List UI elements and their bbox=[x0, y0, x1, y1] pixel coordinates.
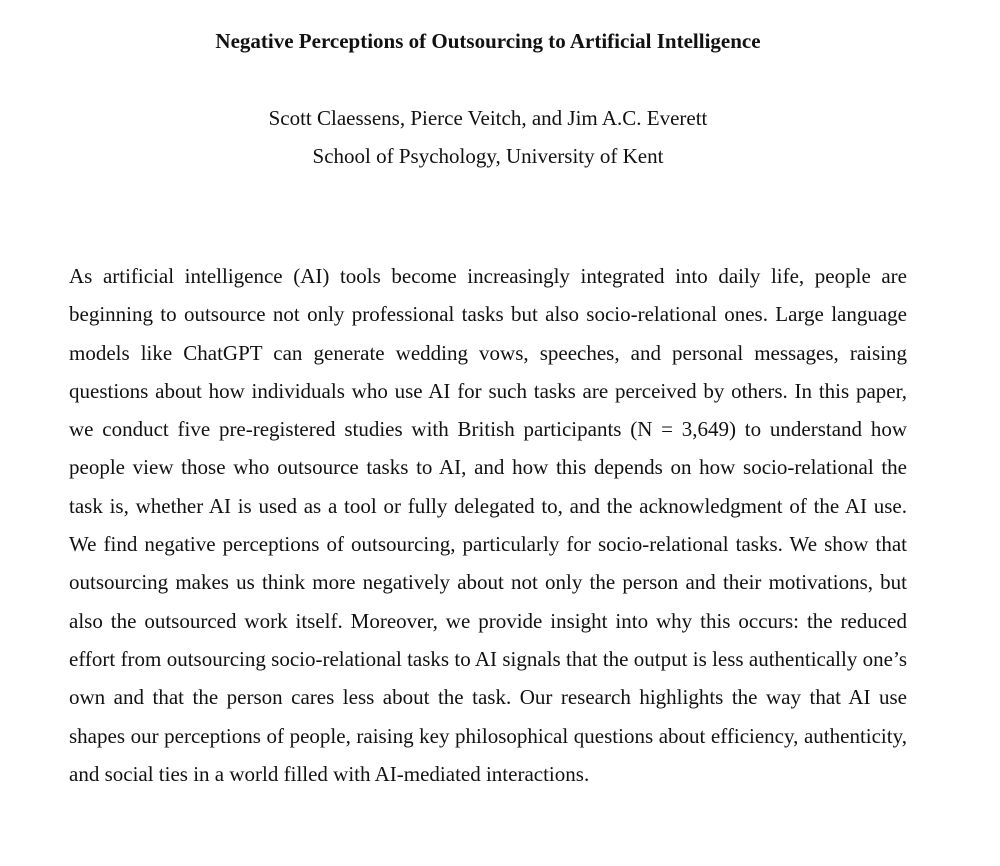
author-list: Scott Claessens, Pierce Veitch, and Jim A.C. Everett bbox=[268, 106, 708, 130]
author-affiliation: School of Psychology, University of Kent bbox=[312, 144, 664, 168]
abstract-paragraph: As artificial intelligence (AI) tools become increasingly integrated into daily life, people are beginning to outsource not only professional tasks but also socio-relational ones. Large language models like ChatGPT can generate wedding vows, speeches, and personal messages, raising questions about how individuals who use AI for such tasks are perceived by others. In this paper, we conduct five pre-registered studies with British participants (N = 3,649) to understand how people view those who outsource tasks to AI, and how this depends on how socio-relational the task is, whether AI is used as a tool or fully delegated to, and the acknowledgment of the AI use. We find negative perceptions of outsourcing, particularly for socio-relational tasks. We show that outsourcing makes us think more negatively about not only the person and their motivations, but also the outsourced work itself. Moreover, we provide insight into why this occurs: the reduced effort from outsourcing socio-relational tasks to AI signals that the output is less authentically one’s own and that the person cares less about the task. Our research highlights the way that AI use shapes our perceptions of people, raising key philosophical questions about efficiency, authenticity, and social ties in a world filled with AI-mediated interactions. bbox=[69, 264, 907, 786]
paper-title: Negative Perceptions of Outsourcing to Artificial Intelligence bbox=[215, 29, 761, 53]
